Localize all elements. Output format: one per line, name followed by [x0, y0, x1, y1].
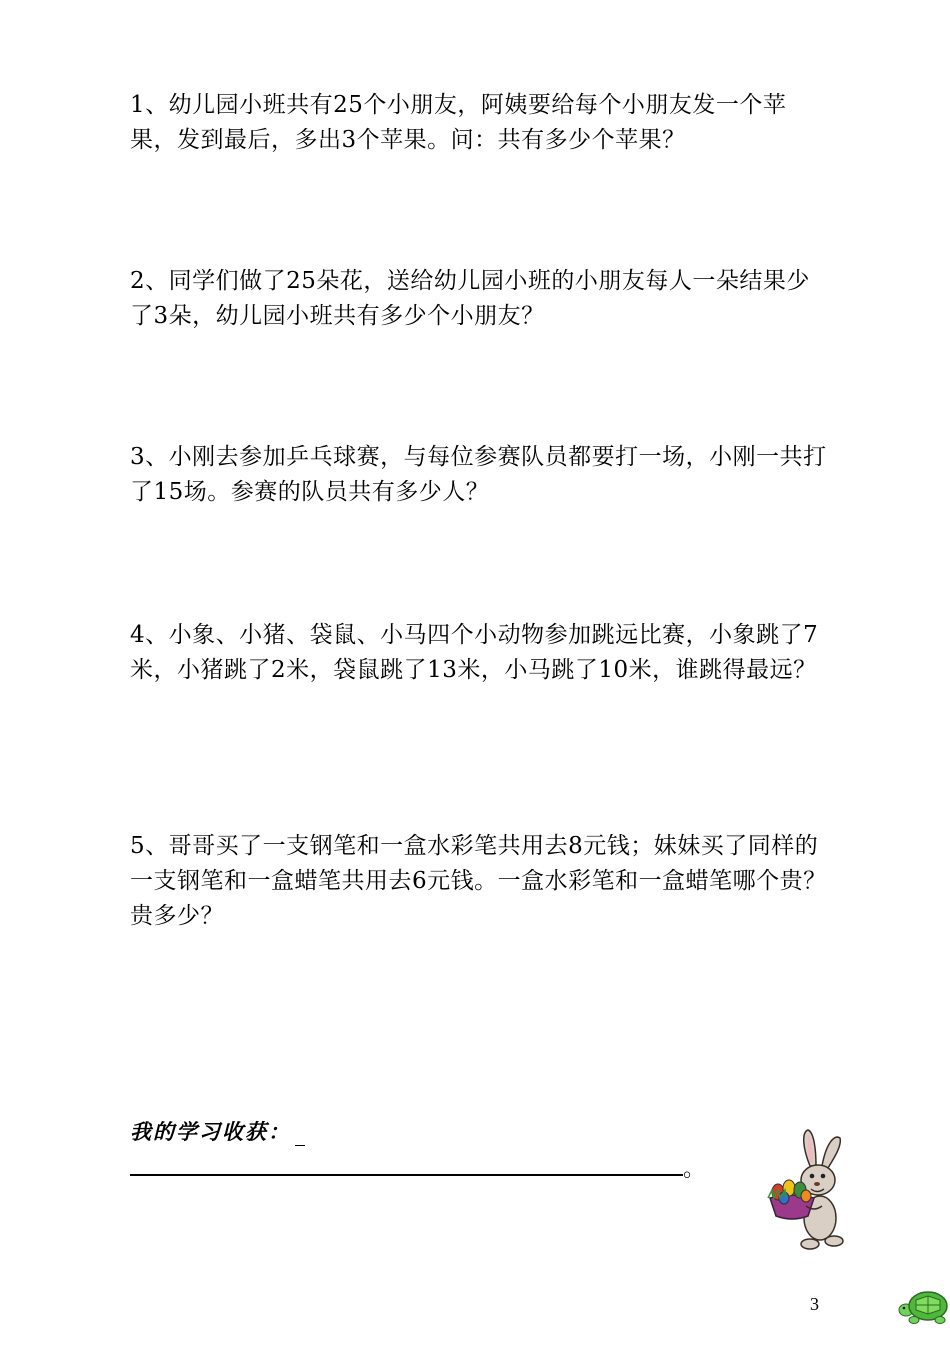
bunny-with-easter-eggs-icon: [762, 1126, 852, 1256]
harvest-answer-line: [130, 1174, 683, 1176]
harvest-end-mark: 。: [683, 1157, 706, 1182]
harvest-blank-short: [295, 1127, 305, 1146]
question-5: 5、哥哥买了一支钢笔和一盒水彩笔共用去8元钱；妹妹买了同样的一支钢笔和一盒蜡笔共用去6元钱。一盒水彩笔和一盒蜡笔哪个贵？贵多少？: [130, 833, 827, 929]
learning-harvest-text: 我的学习收获：: [130, 1120, 291, 1144]
learning-harvest-label: [130, 1116, 305, 1146]
page-number: 3: [810, 1294, 819, 1314]
question-2: 2、同学们做了25朵花，送给幼儿园小班的小朋友每人一朵结果少了3朵，幼儿园小班共有多少个小朋友？: [130, 268, 810, 329]
question-3: 3、小刚去参加乒乓球赛，与每位参赛队员都要打一场，小刚一共打了15场。参赛的队员共有多少人？: [130, 444, 827, 505]
question-4: 4、小象、小猪、袋鼠、小马四个小动物参加跳远比赛，小象跳了7米，小猪跳了2米，袋鼠跳了13米，小马跳了10米，谁跳得最远？: [130, 622, 819, 683]
question-1: 1、幼儿园小班共有25个小朋友，阿姨要给每个小朋友发一个苹果，发到最后，多出3个苹果。问：共有多少个苹果？: [130, 92, 787, 153]
green-turtle-icon: [898, 1286, 950, 1326]
